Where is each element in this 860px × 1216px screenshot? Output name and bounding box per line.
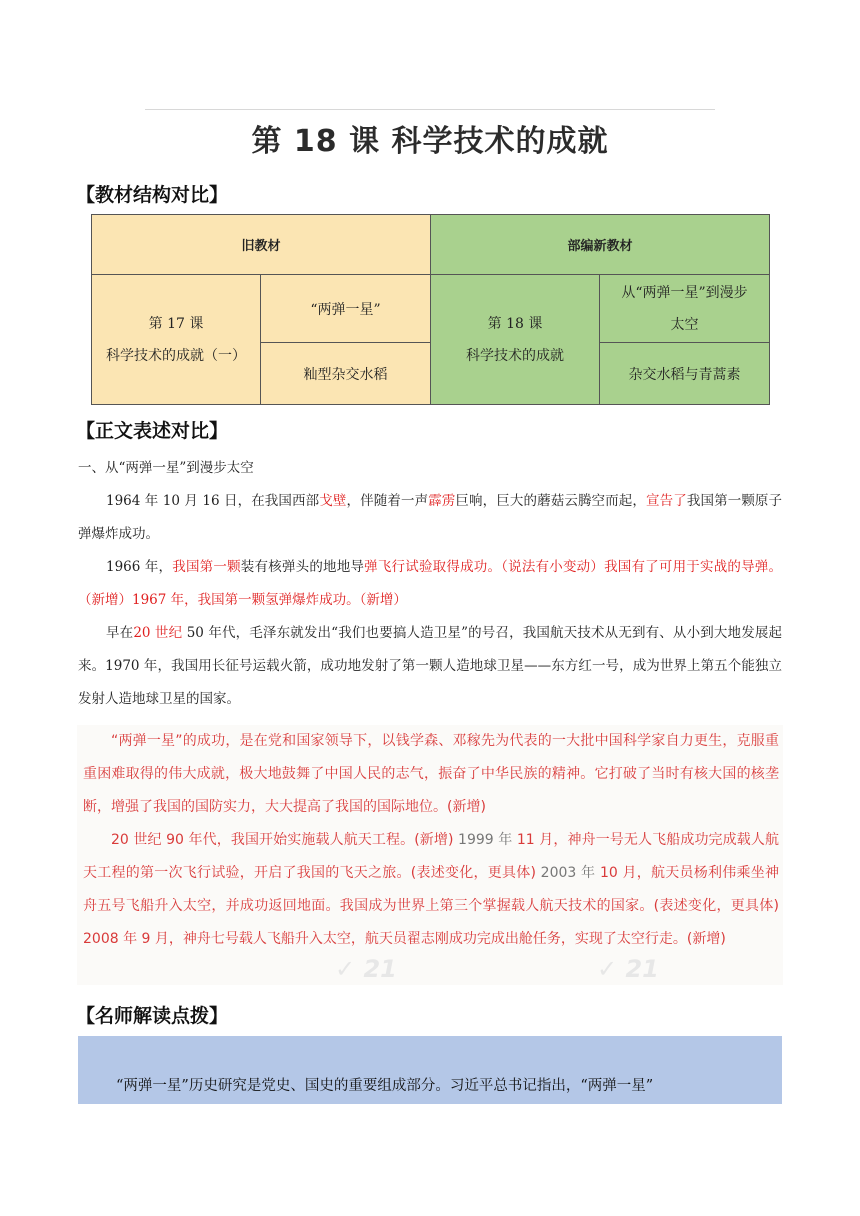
- new-lesson-cell: [431, 275, 600, 405]
- paragraph-satellite: 早在20 世纪 50 年代，毛泽东就发出“我们也要搞人造卫星”的号召，我国航天技术从无到有、从小到大地发展起来。1970 年，我国用长征号运载火箭，成功地发射了第一颗人造地球卫星——东方红一号，成为世界上第五个能独立发射人造地球卫星的国家。: [78, 625, 782, 707]
- scan-paragraph-two-bombs: “两弹一星”的成功，是在党和国家领导下，以钱学森、邓稼先为代表的一大批中国科学家自力更生，克服重重困难取得的伟大成就，极大地鼓舞了中国人民的志气，振奋了中华民族的精神。它打破了当时有核大国的核垄断，增强了我国的国防实力，大大提高了我国的国际地位。(新增): [83, 733, 779, 815]
- new-topic-space-line2: 太空: [670, 316, 699, 333]
- lesson-title: 第 18 课 科学技术的成就: [251, 124, 609, 159]
- teacher-commentary-box: [78, 1036, 782, 1104]
- section-text-heading: 【正文表述对比】: [76, 420, 229, 442]
- watermark-logo: ✓ 21: [335, 955, 397, 983]
- new-lesson-title: 科学技术的成就: [466, 347, 565, 364]
- old-lesson-title: 科学技术的成就（一）: [106, 347, 246, 364]
- old-topic-two-bombs: “两弹一星”: [261, 275, 431, 343]
- new-topic-rice-artemisinin: 杂交水稻与青蒿素: [600, 343, 770, 405]
- scanned-textbook-excerpt: [77, 725, 783, 985]
- new-topic-space: [600, 275, 770, 343]
- top-rule: [145, 109, 715, 110]
- new-topic-space-line1: 从“两弹一星”到漫步: [621, 284, 748, 301]
- scan-paragraph-space: 20 世纪 90 年代，我国开始实施载人航天工程。(新增) 1999 年 11 月，神舟一号无人飞船成功完成载人航天工程的第一次飞行试验，开启了我国的飞天之旅。(表述变化，更具体) 2003 年 10 月，航天员杨利伟乘坐神舟五号飞船升入太空，并成功返回地面。我国成为世界上第三个掌握载人航天技术的国家。(表述变化，更具体) 2008 年 9 月，神舟七号载人飞船升入太空，航天员翟志刚成功完成出舱任务，实现了太空行走。(新增): [83, 832, 779, 947]
- watermark-logo: ✓ 21: [597, 955, 659, 983]
- subsection-heading: 一、从“两弹一星”到漫步太空: [78, 460, 254, 476]
- paragraph-1966: 1966 年，我国第一颗装有核弹头的地地导弹飞行试验取得成功。（说法有小变动）我国有了可用于实战的导弹。（新增）1967 年，我国第一颗氢弹爆炸成功。（新增）: [78, 559, 783, 608]
- old-lesson-number: 第 17 课: [148, 315, 204, 332]
- section-structure-heading: 【教材结构对比】: [76, 184, 229, 206]
- new-textbook-header: 部编新教材: [431, 215, 770, 275]
- section-teacher-heading: 【名师解读点拨】: [76, 1005, 229, 1027]
- teacher-commentary-text: “两弹一星”历史研究是党史、国史的重要组成部分。习近平总书记指出，“两弹一星”: [116, 1078, 654, 1094]
- new-lesson-number: 第 18 课: [487, 315, 543, 332]
- old-textbook-header: 旧教材: [92, 215, 431, 275]
- comparison-table: [91, 214, 770, 405]
- old-lesson-cell: [92, 275, 261, 405]
- paragraph-1964: 1964 年 10 月 16 日，在我国西部戈壁，伴随着一声霹雳巨响，巨大的蘑菇云腾空而起，宣告了我国第一颗原子弹爆炸成功。: [78, 493, 783, 542]
- old-topic-rice: 籼型杂交水稻: [261, 343, 431, 405]
